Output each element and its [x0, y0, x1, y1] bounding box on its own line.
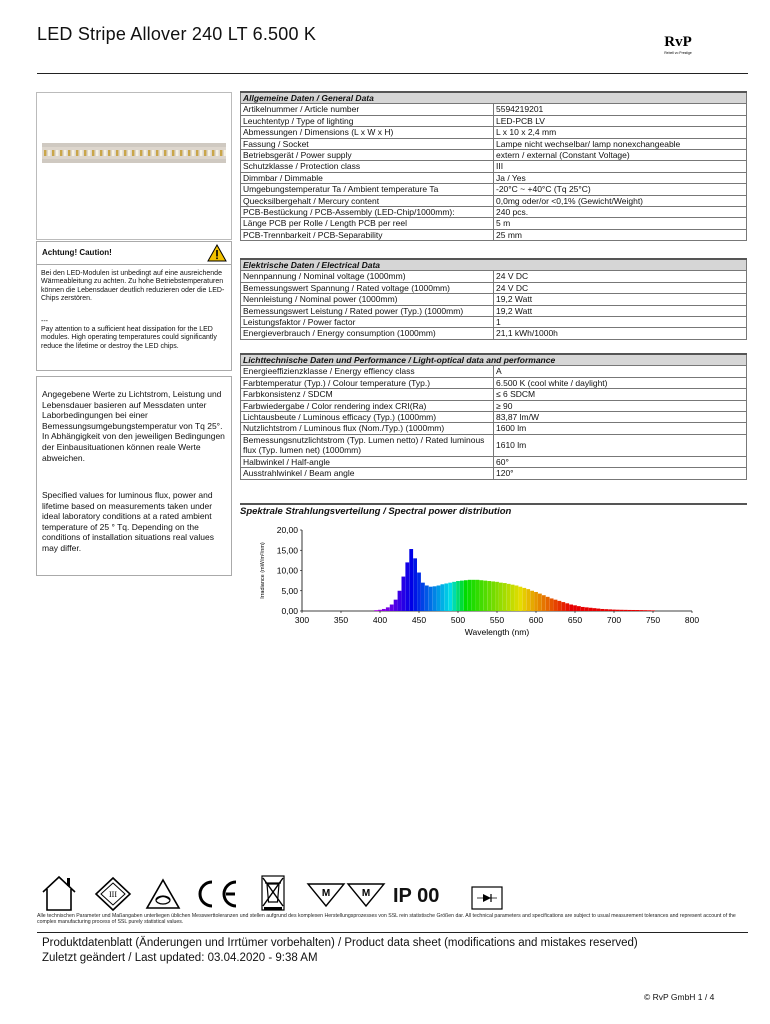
spec-label: Betriebsgerät / Power supply: [241, 150, 494, 161]
led-chip: [176, 150, 178, 156]
spec-value: -20°C ~ +40°C (Tq 25°C): [494, 184, 747, 195]
table-row: [241, 172, 747, 183]
table-row: [241, 294, 747, 305]
table-row: [241, 138, 747, 149]
spectrum-bar: [374, 610, 378, 611]
optical-heading-row: [241, 354, 747, 366]
mm-mark-icon: [348, 884, 384, 906]
led-chip: [212, 150, 214, 156]
led-chip: [192, 150, 194, 156]
spec-label: Ausstrahlwinkel / Beam angle: [241, 468, 494, 479]
led-chip: [84, 150, 86, 156]
spectrum-bar: [511, 585, 515, 611]
spectrum-bar: [394, 600, 398, 611]
led-chip: [152, 150, 154, 156]
spec-value: Lampe nicht wechselbar/ lamp nonexchangeable: [494, 138, 747, 149]
caution-box: [36, 241, 232, 371]
protection-class-3-icon: [96, 878, 130, 910]
spectrum-bar: [487, 581, 491, 611]
spec-label: Energieverbrauch / Energy consumption (1000mm): [241, 328, 494, 339]
led-chip: [100, 150, 102, 156]
spec-value: 120°: [494, 468, 747, 479]
x-axis-label: Wavelength (nm): [464, 627, 530, 637]
led-chip: [64, 150, 66, 156]
x-tick-label: 400: [372, 615, 388, 625]
spec-label: PCB-Bestückung / PCB-Assembly (LED-Chip/1000mm):: [241, 207, 494, 218]
table-row: [241, 184, 747, 195]
led-chip: [124, 150, 126, 156]
led-chip: [44, 150, 46, 156]
spectrum-bar: [464, 580, 468, 611]
spectrum-bar: [448, 583, 452, 611]
spec-label: Farbtemperatur (Typ.) / Colour temperature (Typ.): [241, 377, 494, 388]
spectrum-bar: [546, 597, 550, 611]
spectrum-bar: [417, 573, 421, 611]
spec-value: 1600 lm: [494, 423, 747, 434]
led-chip: [108, 150, 110, 156]
spec-value: 24 V DC: [494, 271, 747, 282]
caution-text-de: Bei den LED-Modulen ist unbedingt auf eine ausreichende Wärmeableitung zu achten. Zu hohe Betriebstemperaturen können die Lebensdauer deutlich reduzieren oder die LED-Chips zerstören.: [41, 270, 225, 303]
x-tick-label: 350: [333, 615, 349, 625]
spec-value: 83,87 lm/W: [494, 412, 747, 423]
spectrum-bar: [437, 585, 441, 611]
spectrum-bar: [499, 583, 503, 611]
spectrum-bar: [495, 582, 499, 611]
spectrum-bar: [577, 606, 581, 611]
led-chip: [96, 150, 98, 156]
x-tick-label: 500: [450, 615, 466, 625]
led-chip: [48, 150, 50, 156]
spec-value: III: [494, 161, 747, 172]
led-chip: [88, 150, 90, 156]
spec-label: Nutzlichtstrom / Luminous flux (Nom./Typ.) (1000mm): [241, 423, 494, 434]
spectrum-bar: [460, 581, 464, 611]
electrical-heading-row: [241, 259, 747, 271]
y-tick-label: 0,00: [281, 606, 298, 616]
section-heading: Lichttechnische Daten und Performance / Light-optical data and performance: [241, 354, 747, 366]
rvp-logo: [652, 22, 704, 64]
spec-label: Leistungsfaktor / Power factor: [241, 317, 494, 328]
x-tick-label: 700: [606, 615, 622, 625]
spec-label: Leuchtentyp / Type of lighting: [241, 115, 494, 126]
spec-label: Bemessungswert Leistung / Rated power (Typ.) (1000mm): [241, 305, 494, 316]
spectrum-bar: [585, 607, 589, 611]
spectrum-bar: [456, 581, 460, 611]
led-chip: [168, 150, 170, 156]
led-chip: [148, 150, 150, 156]
energy-icon: [147, 880, 179, 908]
product-photo-frame: [36, 92, 232, 240]
spectrum-bar: [616, 610, 620, 611]
led-chip: [136, 150, 138, 156]
spec-label: Abmessungen / Dimensions (L x W x H): [241, 127, 494, 138]
x-tick-label: 450: [411, 615, 427, 625]
spec-label: Lichtausbeute / Luminous efficacy (Typ.) (1000mm): [241, 412, 494, 423]
lab-note-de: Angegebene Werte zu Lichtstrom, Leistung und Lebensdauer basieren auf Messdaten unter Laborbedingungen bei einer Bemessungsumgebungstemperatur von Tq 25°. In Abhängigkeit von den jeweiligen Bedingungen der Einbausituationen können reale Werte abweichen.: [42, 389, 225, 463]
caution-separator: ---: [41, 318, 48, 325]
led-chip: [60, 150, 62, 156]
copyright-page: © RvP GmbH 1 / 4: [644, 992, 715, 1002]
spectrum-bar: [472, 580, 476, 611]
lab-conditions-box: [36, 376, 232, 576]
spectrum-bar: [538, 594, 542, 611]
footer-line-2: Zuletzt geändert / Last updated: 03.04.2020 - 9:38 AM: [42, 952, 318, 964]
table-row: [241, 305, 747, 316]
spectrum-bar: [519, 587, 523, 611]
spectrum-bar: [612, 610, 616, 611]
led-chip: [188, 150, 190, 156]
spec-value: A: [494, 366, 747, 377]
footer-line-1: Produktdatenblatt (Änderungen und Irrtümer vorbehalten) / Product data sheet (modifications and mistakes reserved): [42, 937, 638, 949]
table-row: [241, 218, 747, 229]
spec-value: 240 pcs.: [494, 207, 747, 218]
spec-label: Energieeffizienzklasse / Energy effiency class: [241, 366, 494, 377]
caution-title: Achtung! Caution!: [42, 248, 112, 257]
spectral-title: Spektrale Strahlungsverteilung / Spectral power distribution: [240, 503, 747, 517]
svg-text:III: III: [109, 890, 117, 899]
spectrum-bar: [405, 562, 409, 611]
spectrum-bar: [620, 610, 624, 611]
led-chip: [140, 150, 142, 156]
led-chip: [80, 150, 82, 156]
led-chip: [160, 150, 162, 156]
spec-value: 60°: [494, 456, 747, 467]
spec-value: 5 m: [494, 218, 747, 229]
spectrum-bar: [554, 600, 558, 611]
mm-mark-icon: [308, 884, 344, 906]
x-tick-label: 300: [294, 615, 310, 625]
led-driver-icon: [472, 887, 502, 909]
spectrum-bar: [534, 592, 538, 611]
spectrum-bar: [444, 583, 448, 611]
spec-label: Bemessungswert Spannung / Rated voltage (1000mm): [241, 282, 494, 293]
x-tick-label: 800: [684, 615, 700, 625]
led-chip: [120, 150, 122, 156]
y-axis-label: Irradiance (mW/m²/nm): [260, 542, 266, 599]
y-tick-label: 20,00: [276, 525, 298, 535]
spectrum-bar: [550, 598, 554, 611]
optical-data-table: [240, 353, 747, 480]
header-divider: [37, 73, 748, 74]
spec-value: 21,1 kWh/1000h: [494, 328, 747, 339]
spectrum-bar: [452, 582, 456, 611]
caution-header: [37, 242, 231, 265]
table-row: [241, 317, 747, 328]
spectrum-bar: [402, 577, 406, 611]
led-chip: [220, 150, 222, 156]
spectrum-bar: [647, 610, 651, 611]
led-chip: [112, 150, 114, 156]
section-heading: Elektrische Daten / Electrical Data: [241, 259, 747, 271]
spectral-chart: [240, 518, 747, 648]
spectrum-bar: [515, 585, 519, 611]
spectrum-bar: [624, 610, 628, 611]
table-row: [241, 366, 747, 377]
lab-note-en: Specified values for luminous flux, power and lifetime based on measurements taken under ideal laboratory conditions at a rated ambient temperature of 25 ° Tq. Depending on the conditions of installation situations real values may differ.: [42, 490, 214, 553]
footer-divider: [37, 932, 748, 933]
warning-triangle-icon: [207, 244, 227, 262]
led-chip: [208, 150, 210, 156]
table-row: [241, 161, 747, 172]
led-chip: [116, 150, 118, 156]
table-row: [241, 127, 747, 138]
spectrum-bar: [390, 605, 394, 611]
table-row: [241, 468, 747, 479]
spectrum-bar: [433, 586, 437, 611]
spectrum-bar: [632, 610, 636, 611]
spec-label: Fassung / Socket: [241, 138, 494, 149]
spec-label: Umgebungstemperatur Ta / Ambient temperature Ta: [241, 184, 494, 195]
table-row: [241, 434, 747, 456]
product-photo: [42, 143, 226, 163]
led-chip: [56, 150, 58, 156]
table-row: [241, 412, 747, 423]
spectrum-bar: [542, 595, 546, 611]
spec-value: 1: [494, 317, 747, 328]
spectrum-bar: [593, 608, 597, 611]
spec-value: 24 V DC: [494, 282, 747, 293]
spectrum-bar: [604, 609, 608, 611]
spec-label: Farbwiedergabe / Color rendering index CRI(Ra): [241, 400, 494, 411]
spectrum-bar: [491, 581, 495, 611]
spectrum-bar: [441, 584, 445, 611]
led-chip: [104, 150, 106, 156]
spec-label: Nennleistung / Nominal power (1000mm): [241, 294, 494, 305]
spec-label: Nennpannung / Nominal voltage (1000mm): [241, 271, 494, 282]
spectrum-bar: [386, 607, 390, 611]
page-title: LED Stripe Allover 240 LT 6.500 K: [37, 24, 317, 44]
table-row: [241, 400, 747, 411]
x-tick-label: 550: [489, 615, 505, 625]
spectrum-bar: [398, 591, 402, 611]
spectrum-bar: [378, 610, 382, 611]
spectrum-bar: [569, 605, 573, 611]
svg-text:M: M: [361, 888, 371, 899]
spec-value: 25 mm: [494, 229, 747, 240]
spec-value: 19,2 Watt: [494, 305, 747, 316]
led-chip: [216, 150, 218, 156]
spec-value: L x 10 x 2,4 mm: [494, 127, 747, 138]
logo-subtext: Rebell vo Prestige: [664, 51, 692, 55]
led-chip: [92, 150, 94, 156]
table-row: [241, 195, 747, 206]
electrical-data-table: [240, 258, 747, 340]
general-data-table: [240, 91, 747, 241]
led-chip: [224, 150, 226, 156]
led-chip: [196, 150, 198, 156]
spec-value: ≤ 6 SDCM: [494, 389, 747, 400]
y-tick-label: 10,00: [276, 565, 298, 576]
spectrum-bar: [476, 580, 480, 611]
ip-rating: IP 00: [393, 885, 440, 907]
table-row: [241, 389, 747, 400]
table-row: [241, 282, 747, 293]
table-row: [241, 423, 747, 434]
weee-bin-icon: [262, 876, 284, 910]
spec-label: Dimmbar / Dimmable: [241, 172, 494, 183]
spectrum-bar: [503, 583, 507, 611]
x-tick-label: 650: [567, 615, 583, 625]
led-chip: [68, 150, 70, 156]
spectrum-bar: [608, 609, 612, 611]
spec-label: Halbwinkel / Half-angle: [241, 456, 494, 467]
spectrum-bar: [561, 602, 565, 611]
table-row: [241, 271, 747, 282]
y-tick-label: 5,00: [281, 585, 298, 596]
spectrum-bar: [573, 605, 577, 611]
led-chip: [72, 150, 74, 156]
led-chips-image: [42, 143, 226, 163]
spec-value: 19,2 Watt: [494, 294, 747, 305]
led-chip: [172, 150, 174, 156]
spec-value: LED-PCB LV: [494, 115, 747, 126]
spec-value: 1610 lm: [494, 434, 747, 456]
certification-icons: [40, 872, 510, 914]
spec-value: 0,0mg oder/or <0,1% (Gewicht/Weight): [494, 195, 747, 206]
spectrum-bar: [558, 601, 562, 611]
general-heading-row: [241, 92, 747, 104]
spectrum-bar: [421, 583, 425, 611]
table-row: [241, 150, 747, 161]
spectrum-bar: [636, 610, 640, 611]
logo-text: RvP: [664, 34, 692, 50]
spectrum-bar: [581, 607, 585, 611]
spectrum-bar: [526, 589, 530, 611]
ce-mark-icon: [200, 882, 236, 906]
section-heading: Allgemeine Daten / General Data: [241, 92, 747, 104]
spectrum-bar: [522, 588, 526, 611]
spectrum-bar: [425, 585, 429, 611]
spectrum-bar: [589, 608, 593, 611]
led-chip: [128, 150, 130, 156]
spectrum-bar: [483, 581, 487, 611]
spec-label: Artikelnummer / Article number: [241, 104, 494, 115]
spec-value: Ja / Yes: [494, 172, 747, 183]
indoor-use-icon: [43, 877, 75, 910]
table-row: [241, 207, 747, 218]
spectrum-bar: [639, 610, 643, 611]
spectrum-bar: [600, 609, 604, 611]
spec-value: extern / external (Constant Voltage): [494, 150, 747, 161]
spec-value: 6.500 K (cool white / daylight): [494, 377, 747, 388]
x-tick-label: 600: [528, 615, 544, 625]
spec-label: Farbkonsistenz / SDCM: [241, 389, 494, 400]
caution-text-en: Pay attention to a sufficient heat dissipation for the LED modules. High operating temperatures could significantly reduce the lifetime or destroy the LED chips.: [41, 326, 217, 350]
y-tick-label: 15,00: [276, 545, 298, 556]
spectrum-bar: [382, 609, 386, 611]
spec-label: Quecksilbergehalt / Mercury content: [241, 195, 494, 206]
spectrum-bar: [413, 558, 417, 611]
spectrum-bar: [530, 591, 534, 611]
disclaimer-text: Alle technischen Parameter und Maßangaben unterliegen üblichen Messwerttoleranzen und stellen aufgrund des komplexen Herstellungsprozesses von SSL rein statistische Größen dar. All technical parameters and specifications are subject to usual measurement tolerances and represent account of the complex manufacturing process of SSL purely statistical values.: [37, 913, 736, 926]
spectrum-bar: [628, 610, 632, 611]
svg-text:M: M: [321, 888, 331, 899]
led-chip: [144, 150, 146, 156]
x-tick-label: 750: [645, 615, 661, 625]
spec-value: ≥ 90: [494, 400, 747, 411]
spec-label: Länge PCB per Rolle / Length PCB per reel: [241, 218, 494, 229]
table-row: [241, 104, 747, 115]
led-chip: [200, 150, 202, 156]
spectrum-bar: [651, 610, 655, 611]
led-chip: [180, 150, 182, 156]
spec-value: 5594219201: [494, 104, 747, 115]
spectrum-bar: [480, 580, 484, 611]
led-chip: [52, 150, 54, 156]
table-row: [241, 115, 747, 126]
led-chip: [76, 150, 78, 156]
spectrum-bar: [597, 609, 601, 611]
led-chip: [164, 150, 166, 156]
spec-label: Bemessungsnutzlichtstrom (Typ. Lumen netto) / Rated luminous flux (Typ. lumen net) (1000mm): [241, 434, 494, 456]
spectrum-bar: [643, 610, 647, 611]
spectrum-bar: [565, 603, 569, 611]
led-chip: [156, 150, 158, 156]
spectrum-bar: [409, 549, 413, 611]
table-row: [241, 328, 747, 339]
spec-label: PCB-Trennbarkeit / PCB-Separability: [241, 229, 494, 240]
led-chip: [184, 150, 186, 156]
table-row: [241, 229, 747, 240]
spectrum-bar: [507, 584, 511, 611]
led-chip: [132, 150, 134, 156]
table-row: [241, 377, 747, 388]
spectrum-bar: [468, 580, 472, 611]
spectrum-bar: [429, 587, 433, 611]
table-row: [241, 456, 747, 467]
spec-label: Schutzklasse / Protection class: [241, 161, 494, 172]
led-chip: [204, 150, 206, 156]
